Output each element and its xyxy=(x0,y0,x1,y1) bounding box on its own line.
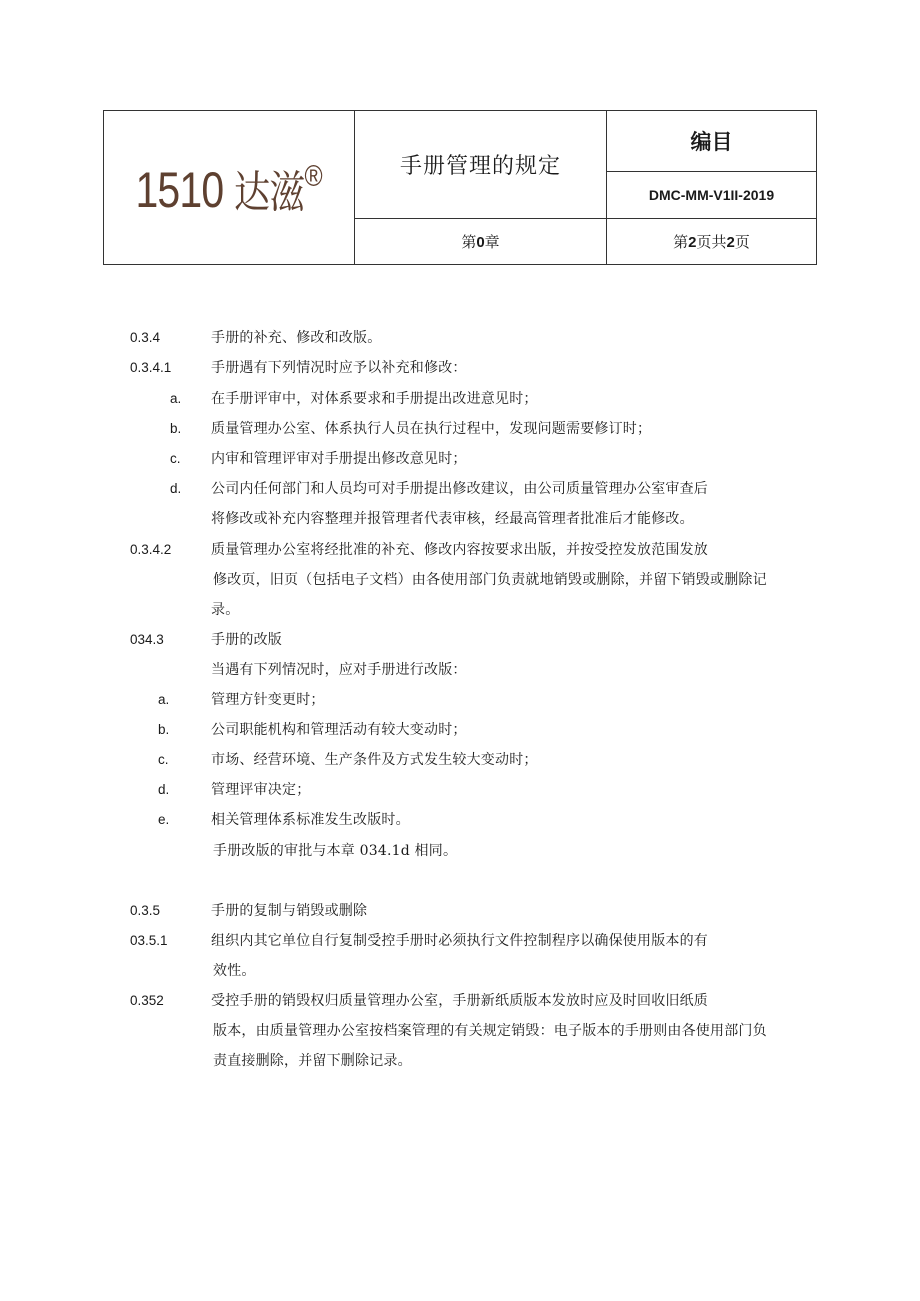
catalog-label: 编目 xyxy=(690,130,733,154)
title-cell xyxy=(355,111,607,219)
chapter-label: 第0章 xyxy=(461,233,500,251)
code-cell xyxy=(607,172,816,219)
page-number-label: 第2页共2页 xyxy=(673,233,750,251)
logo-chinese: 达滋 xyxy=(234,166,305,218)
chapter-cell xyxy=(355,219,607,264)
company-logo xyxy=(136,156,322,220)
document-code: DMC-MM-V1II-2019 xyxy=(648,187,775,203)
page-cell xyxy=(607,219,816,264)
logo-number: 1510 xyxy=(135,161,224,218)
registered-mark: ® xyxy=(304,159,323,193)
document-title: 手册管理的规定 xyxy=(399,154,561,179)
document-header-table xyxy=(103,110,817,265)
catalog-cell xyxy=(607,111,816,172)
logo-cell xyxy=(104,111,355,264)
